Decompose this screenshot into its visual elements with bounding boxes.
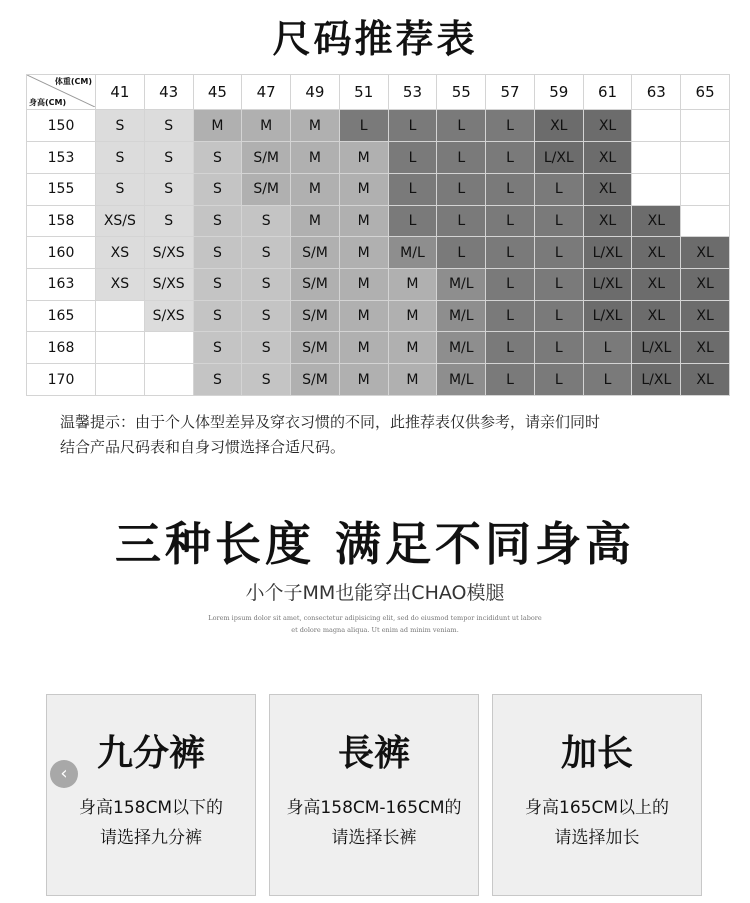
size-cell: XL <box>534 110 583 142</box>
table-row <box>27 142 730 174</box>
size-cell: XL <box>632 300 681 332</box>
size-cell: L <box>534 205 583 237</box>
note-line: 温馨提示：由于个人体型差异及穿衣习惯的不同，此推荐表仅供参考，请亲们同时 <box>60 413 601 431</box>
height-row-header: 170 <box>27 364 96 396</box>
weight-col-header: 51 <box>339 75 388 110</box>
size-cell: L <box>339 110 388 142</box>
note-line: 结合产品尺码表和自身习惯选择合适尺码。 <box>60 438 346 456</box>
card-extra-long <box>492 694 702 896</box>
size-cell: XL <box>583 173 632 205</box>
size-cell: L <box>486 173 535 205</box>
card-cropped-pants <box>46 694 256 896</box>
size-cell <box>681 142 730 174</box>
card-desc-line: 请选择长裤 <box>331 828 417 848</box>
size-cell: S/M <box>242 142 291 174</box>
size-cell: S <box>96 110 145 142</box>
size-cell: L/XL <box>534 142 583 174</box>
size-cell: L <box>437 237 486 269</box>
height-row-header: 158 <box>27 205 96 237</box>
size-cell: L <box>437 173 486 205</box>
size-cell: M <box>388 269 437 301</box>
prev-arrow-icon[interactable]: ‹ <box>50 760 78 788</box>
lorem-caption <box>190 612 560 636</box>
weight-header-label: 体重(CM) <box>54 77 92 86</box>
size-cell <box>96 364 145 396</box>
table-row <box>27 269 730 301</box>
size-cell: L/XL <box>583 237 632 269</box>
weight-col-header: 53 <box>388 75 437 110</box>
size-cell <box>144 332 193 364</box>
weight-col-header: 59 <box>534 75 583 110</box>
size-cell: M/L <box>437 332 486 364</box>
height-row-header: 165 <box>27 300 96 332</box>
size-cell: L <box>583 364 632 396</box>
size-cell: S <box>193 237 242 269</box>
weight-header-row <box>27 75 730 110</box>
size-cell: S <box>193 205 242 237</box>
size-cell: S <box>144 110 193 142</box>
size-table-body <box>27 110 730 396</box>
size-cell: S <box>144 205 193 237</box>
page-title: 尺码推荐表 <box>272 17 478 61</box>
size-cell: L <box>534 332 583 364</box>
size-cell: L <box>486 364 535 396</box>
table-row <box>27 300 730 332</box>
size-cell: S/M <box>291 300 340 332</box>
size-cell: L <box>388 142 437 174</box>
card-desc <box>493 793 701 853</box>
table-row <box>27 332 730 364</box>
size-cell: S <box>193 269 242 301</box>
size-cell: M/L <box>388 237 437 269</box>
size-cell: L <box>486 237 535 269</box>
size-cell: XS <box>96 237 145 269</box>
size-cell: L <box>437 142 486 174</box>
size-cell <box>681 205 730 237</box>
length-subheading: 小个子MM也能穿出CHAO模腿 <box>245 582 505 604</box>
size-cell: M <box>339 205 388 237</box>
size-cell <box>681 173 730 205</box>
size-cell: L <box>534 300 583 332</box>
size-cell <box>632 142 681 174</box>
size-cell: L <box>534 237 583 269</box>
size-cell: M <box>388 332 437 364</box>
size-cell: M <box>291 142 340 174</box>
size-cell: S <box>193 142 242 174</box>
weight-col-header: 65 <box>681 75 730 110</box>
card-desc <box>270 793 478 853</box>
card-desc-line: 请选择九分裤 <box>100 828 202 848</box>
size-cell: S <box>144 173 193 205</box>
card-title: 長裤 <box>337 733 410 774</box>
size-cell <box>144 364 193 396</box>
size-cell: L <box>583 332 632 364</box>
size-cell: S <box>242 332 291 364</box>
size-cell: M/L <box>437 269 486 301</box>
size-cell <box>681 110 730 142</box>
height-row-header: 163 <box>27 269 96 301</box>
size-cell: S <box>144 142 193 174</box>
size-cell: S <box>193 300 242 332</box>
size-cell: S/XS <box>144 300 193 332</box>
size-cell: L <box>486 300 535 332</box>
height-row-header: 153 <box>27 142 96 174</box>
size-cell: M/L <box>437 300 486 332</box>
card-title: 九分裤 <box>96 733 205 774</box>
size-cell <box>96 300 145 332</box>
size-cell: M <box>291 110 340 142</box>
weight-col-header: 47 <box>242 75 291 110</box>
size-cell: S <box>96 142 145 174</box>
weight-col-header: 45 <box>193 75 242 110</box>
size-cell: L <box>486 332 535 364</box>
size-cell: M <box>339 173 388 205</box>
lorem-line: Lorem ipsum dolor sit amet, consectetur adipisicing elit, sed do eiusmod tempor incididunt ut labore <box>208 614 542 622</box>
weight-col-header: 61 <box>583 75 632 110</box>
lorem-line: et dolore magna aliqua. Ut enim ad minim veniam. <box>291 626 459 634</box>
table-row <box>27 237 730 269</box>
card-desc-line: 身高165CM以上的 <box>525 798 669 818</box>
card-desc-line: 请选择加长 <box>554 828 640 848</box>
size-cell: M <box>242 110 291 142</box>
size-cell: S <box>242 269 291 301</box>
size-cell: L/XL <box>583 269 632 301</box>
size-cell: L/XL <box>632 332 681 364</box>
card-desc-line: 身高158CM以下的 <box>79 798 223 818</box>
size-cell: S <box>242 205 291 237</box>
size-cell: S/M <box>291 237 340 269</box>
table-row <box>27 173 730 205</box>
table-row <box>27 110 730 142</box>
size-cell: L <box>534 269 583 301</box>
size-cell: M <box>291 205 340 237</box>
weight-col-header: 63 <box>632 75 681 110</box>
size-cell: M <box>339 332 388 364</box>
weight-col-header: 57 <box>486 75 535 110</box>
size-cell: M <box>339 364 388 396</box>
table-corner-header <box>27 75 96 110</box>
size-cell: XL <box>632 205 681 237</box>
height-row-header: 150 <box>27 110 96 142</box>
size-cell: L <box>437 205 486 237</box>
size-cell: S/XS <box>144 237 193 269</box>
size-cell: M <box>339 142 388 174</box>
size-cell: XL <box>583 110 632 142</box>
weight-col-header: 43 <box>144 75 193 110</box>
size-cell: M <box>339 300 388 332</box>
size-cell: S/M <box>291 332 340 364</box>
card-desc <box>47 793 255 853</box>
size-cell <box>632 173 681 205</box>
size-cell: M <box>388 364 437 396</box>
size-cell: L <box>388 110 437 142</box>
size-cell: XL <box>632 237 681 269</box>
size-cell: S/M <box>242 173 291 205</box>
size-cell: L <box>486 110 535 142</box>
size-cell: L <box>437 110 486 142</box>
size-cell <box>96 332 145 364</box>
table-row <box>27 205 730 237</box>
size-cell: S/M <box>291 364 340 396</box>
size-cell: XL <box>681 300 730 332</box>
size-cell: S/M <box>291 269 340 301</box>
size-cell: M <box>339 269 388 301</box>
size-cell: S <box>96 173 145 205</box>
size-cell: XL <box>632 269 681 301</box>
size-cell: S <box>193 364 242 396</box>
size-cell: L <box>486 269 535 301</box>
weight-col-header: 55 <box>437 75 486 110</box>
size-cell: XL <box>681 269 730 301</box>
height-row-header: 168 <box>27 332 96 364</box>
size-cell: L <box>486 142 535 174</box>
size-cell: L <box>534 364 583 396</box>
size-cell: S <box>242 300 291 332</box>
size-cell: L <box>388 173 437 205</box>
size-cell: XS/S <box>96 205 145 237</box>
size-cell: M <box>291 173 340 205</box>
size-cell: M <box>339 237 388 269</box>
size-cell: S/XS <box>144 269 193 301</box>
size-cell: M/L <box>437 364 486 396</box>
size-cell: L/XL <box>583 300 632 332</box>
size-cell: M <box>193 110 242 142</box>
size-cell: L <box>486 205 535 237</box>
card-desc-line: 身高158CM-165CM的 <box>286 798 462 818</box>
height-row-header: 160 <box>27 237 96 269</box>
size-cell: M <box>388 300 437 332</box>
height-header-label: 身高(CM) <box>29 98 67 108</box>
weight-col-header: 49 <box>291 75 340 110</box>
length-heading: 三种长度 满足不同身高 <box>114 517 635 571</box>
size-cell: XL <box>583 142 632 174</box>
size-cell: S <box>242 364 291 396</box>
size-cell: S <box>193 332 242 364</box>
size-cell: XL <box>583 205 632 237</box>
size-cell <box>632 110 681 142</box>
size-cell: S <box>193 173 242 205</box>
table-row <box>27 364 730 396</box>
size-note <box>60 410 710 460</box>
weight-col-header: 41 <box>96 75 145 110</box>
card-title: 加长 <box>560 733 633 774</box>
size-recommendation-table <box>26 74 730 396</box>
card-long-pants <box>269 694 479 896</box>
size-cell: XL <box>681 237 730 269</box>
height-row-header: 155 <box>27 173 96 205</box>
size-cell: L <box>534 173 583 205</box>
size-cell: S <box>242 237 291 269</box>
size-cell: XL <box>681 332 730 364</box>
size-cell: XS <box>96 269 145 301</box>
size-cell: L/XL <box>632 364 681 396</box>
size-cell: XL <box>681 364 730 396</box>
size-cell: L <box>388 205 437 237</box>
